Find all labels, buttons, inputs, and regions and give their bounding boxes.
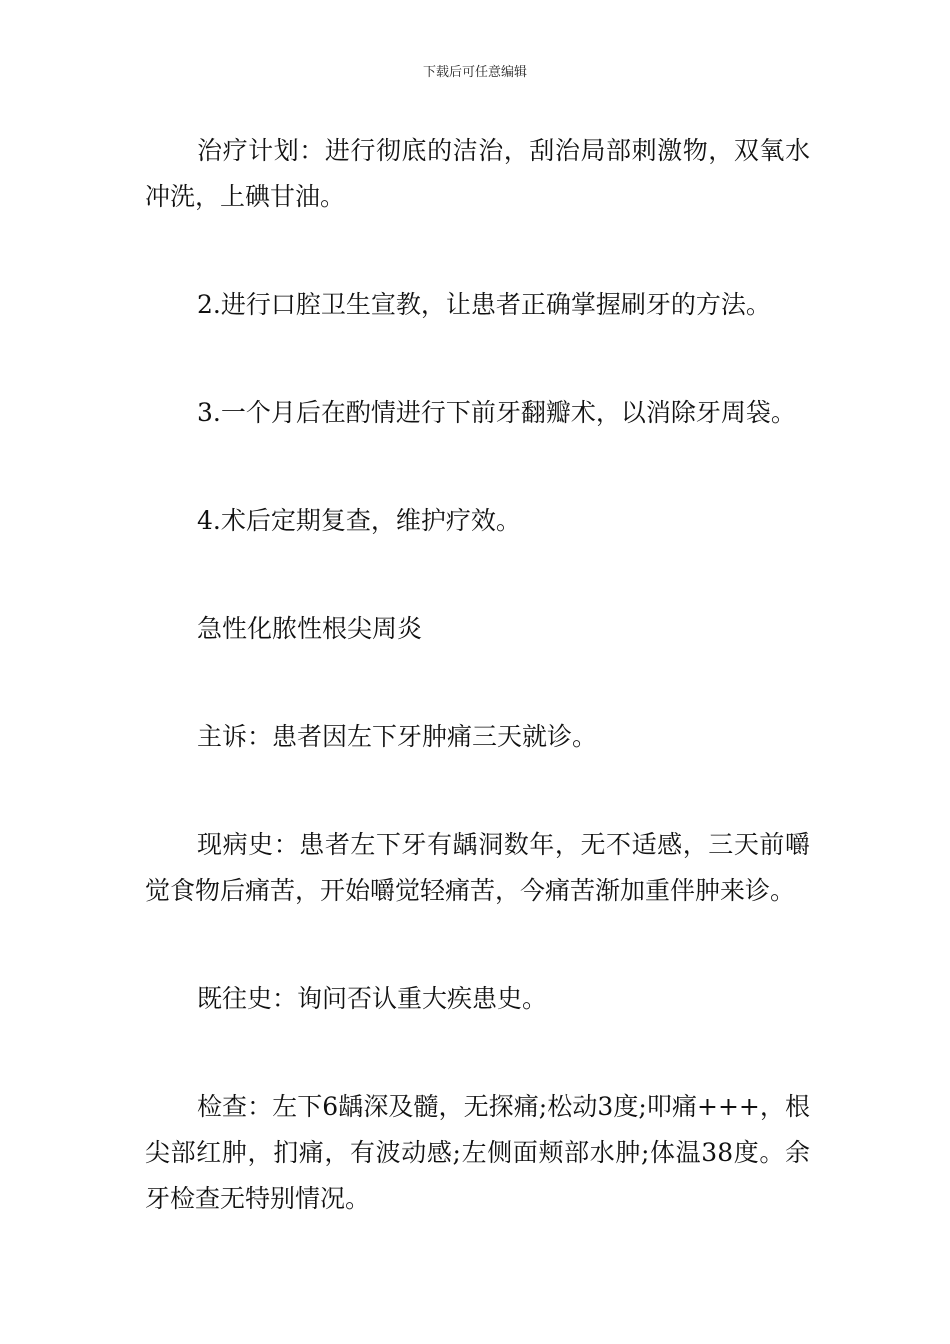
header-note: 下载后可任意编辑 [422,65,527,80]
follow-up-paragraph: 4.术后定期复查，维护疗效。 [197,506,521,535]
flap-surgery-paragraph: 3.一个月后在酌情进行下前牙翻瓣术，以消除牙周袋。 [197,398,796,427]
chief-complaint-paragraph: 主诉：患者因左下牙肿痛三天就诊。 [197,722,598,751]
present-illness-paragraph: 现病史：患者左下牙有龋洞数年，无不适感，三天前嚼觉食物后痛苦，开始嚼觉轻痛苦，今痛苦渐加重伴肿来诊。 [145,830,810,905]
treatment-plan-paragraph: 治疗计划：进行彻底的洁治，刮治局部刺激物，双氧水冲洗，上碘甘油。 [145,136,810,211]
examination-paragraph: 检查：左下6龋深及髓，无探痛;松动3度;叩痛+++，根尖部红肿，扪痛，有波动感;左侧面颊部水肿;体温38度。余牙检查无特别情况。 [145,1092,810,1213]
diagnosis-heading: 急性化脓性根尖周炎 [197,614,423,643]
document-body [145,128,810,1222]
oral-hygiene-paragraph: 2.进行口腔卫生宣教，让患者正确掌握刷牙的方法。 [197,290,771,319]
past-history-paragraph: 既往史：询问否认重大疾患史。 [197,984,548,1013]
